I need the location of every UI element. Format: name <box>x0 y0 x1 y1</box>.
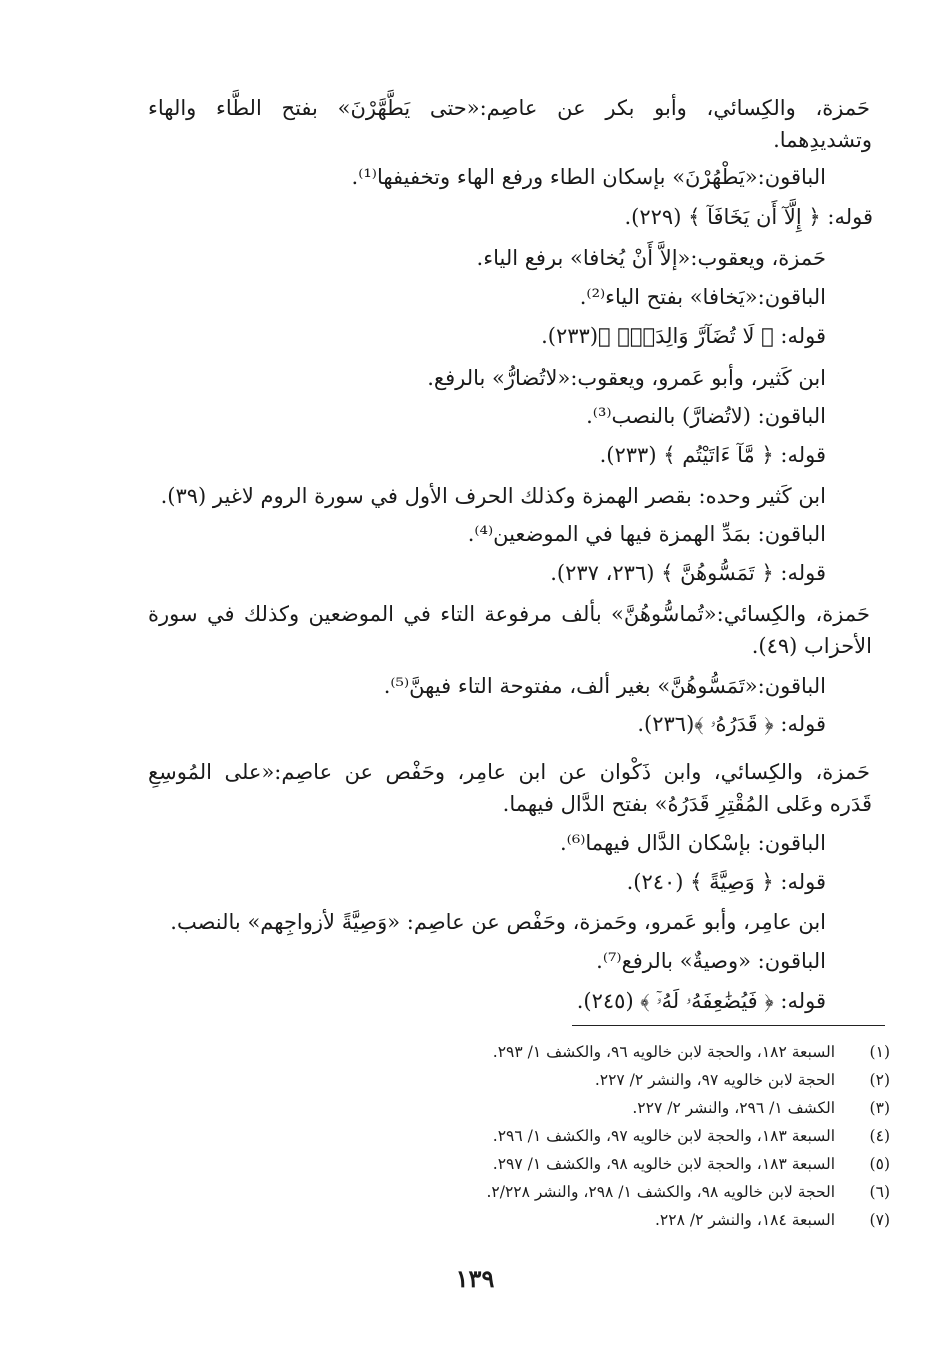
footnote-6 <box>486 1181 890 1203</box>
footnote-number: (٢) <box>869 1071 890 1089</box>
text-line-20: الباقون: بإسْكان الدَّال فيهما⁽⁶⁾. <box>559 831 826 855</box>
text-line-16: الباقون:«تَمَسُّوهُنَّ» بغير ألف، مفتوحة التاء فيهنَّ⁽⁵⁾. <box>383 674 826 698</box>
text-line-22: ابن عامِر، وأبو عَمرو، وحَمزة، وحَفْص عن عاصِم: «وَصِيَّةً لأزواجِهم» بالنصب. <box>170 910 826 934</box>
text-line-7: قوله: ﴿ لَا تُضَآرَّ وَالِدَةُۢ ﴾(٢٣٣). <box>541 324 826 348</box>
text-line-10: قوله: ﴿ مَّآ ءَاتَيْتُم ﴾ (٢٣٣). <box>599 443 826 467</box>
page-number: ١٣٩ <box>455 1264 495 1293</box>
footnote-divider <box>572 1025 885 1026</box>
text-line-24: قوله: ﴿ فَيُضَٰعِفَهُۥ لَهُۥٓ ﴾ (٢٤٥). <box>576 989 826 1013</box>
text-line-9: الباقون: (لاتُضارَّ) بالنصب⁽³⁾. <box>586 404 826 428</box>
footnote-4 <box>493 1125 890 1147</box>
footnote-number: (٤) <box>869 1127 890 1145</box>
footnote-text: الحجة لابن خالويه ٩٨، والكشف ١/ ٢٩٨، والنشر ٢/٢٢٨. <box>486 1183 836 1201</box>
text-line-19: قَدَره وعَلى المُقْتِرِ قَدَرُهُ» بفتح الدَّال فيهما. <box>502 792 872 816</box>
footnote-1 <box>493 1041 890 1063</box>
text-line-15: الأحزاب (٤٩). <box>751 634 872 658</box>
text-line-6: الباقون:«يَخافا» بفتح الياء⁽²⁾. <box>579 285 826 309</box>
text-line-11: ابن كَثير وحده: بقصر الهمزة وكذلك الحرف الأول في سورة الروم لاغير (٣٩). <box>160 484 826 508</box>
text-line-5: حَمزة، ويعقوب:«إلاَّ أَنْ يُخافا» برفع الياء. <box>476 246 826 270</box>
text-line-23: الباقون: «وصيةٌ» بالرفع⁽⁷⁾. <box>596 949 826 973</box>
text-line-4: قوله: ﴿ إِلَّآ أَن يَخَافَآ ﴾ (٢٢٩). <box>624 205 873 229</box>
footnote-number: (٦) <box>869 1183 890 1201</box>
text-line-2: وتشديدِهما. <box>773 128 872 152</box>
footnote-number: (١) <box>869 1043 890 1061</box>
footnote-text: السبعة ١٨٣، والحجة لابن خالويه ٩٨، والكشف ١/ ٢٩٧. <box>492 1155 836 1173</box>
footnote-2 <box>595 1069 890 1091</box>
footnote-number: (٥) <box>869 1155 890 1173</box>
footnote-text: السبعة ١٨٣، والحجة لابن خالويه ٩٧، والكشف ١/ ٢٩٦. <box>492 1127 836 1145</box>
footnote-3 <box>632 1097 890 1119</box>
footnote-text: السبعة ١٨٤، والنشر ٢/ ٢٢٨. <box>654 1211 836 1229</box>
text-line-8: ابن كَثير، وأبو عَمرو، ويعقوب:«لاتُضارُّ» بالرفع. <box>427 366 826 390</box>
text-line-14: حَمزة، والكِسائي:«تُماسُّوهُنَّ» بألف مرفوعة التاء في الموضعين وكذلك في سورة <box>148 602 870 626</box>
footnote-text: الحجة لابن خالويه ٩٧، والنشر ٢/ ٢٢٧. <box>594 1071 836 1089</box>
text-line-21: قوله: ﴿ وَصِيَّةً ﴾ (٢٤٠). <box>626 870 826 894</box>
footnote-text: السبعة ١٨٢، والحجة لابن خالويه ٩٦، والكشف ١/ ٢٩٣. <box>492 1043 836 1061</box>
footnote-number: (٧) <box>869 1211 890 1229</box>
text-line-3: الباقون:«يَطْهُرْنَ» بإسكان الطاء ورفع الهاء وتخفيفها⁽¹⁾. <box>351 165 826 189</box>
text-line-12: الباقون: بمَدِّ الهمزة فيها في الموضعين⁽⁴⁾. <box>467 522 826 546</box>
text-line-13: قوله: ﴿ تَمَسُّوهُنَّ ﴾ (٢٣٦، ٢٣٧). <box>550 561 826 585</box>
text-line-18: حَمزة، والكِسائي، وابن ذَكْوان عن ابن عامِر، وحَفْص عن عاصِم:«على المُوسِعِ <box>148 760 870 784</box>
text-line-1: حَمزة، والكِسائي، وأبو بكر عن عاصِم:«حتى يَطَّهَّرْنَ» بفتح الطَّاء والهاء <box>148 96 870 120</box>
text-line-17: قوله: ﴿ قَدَرُهُۥ ﴾(٢٣٦). <box>637 712 826 736</box>
footnote-text: الكشف ١/ ٢٩٦، والنشر ٢/ ٢٢٧. <box>632 1099 836 1117</box>
footnote-5 <box>493 1153 890 1175</box>
footnote-number: (٣) <box>869 1099 890 1117</box>
footnote-7 <box>655 1209 890 1231</box>
